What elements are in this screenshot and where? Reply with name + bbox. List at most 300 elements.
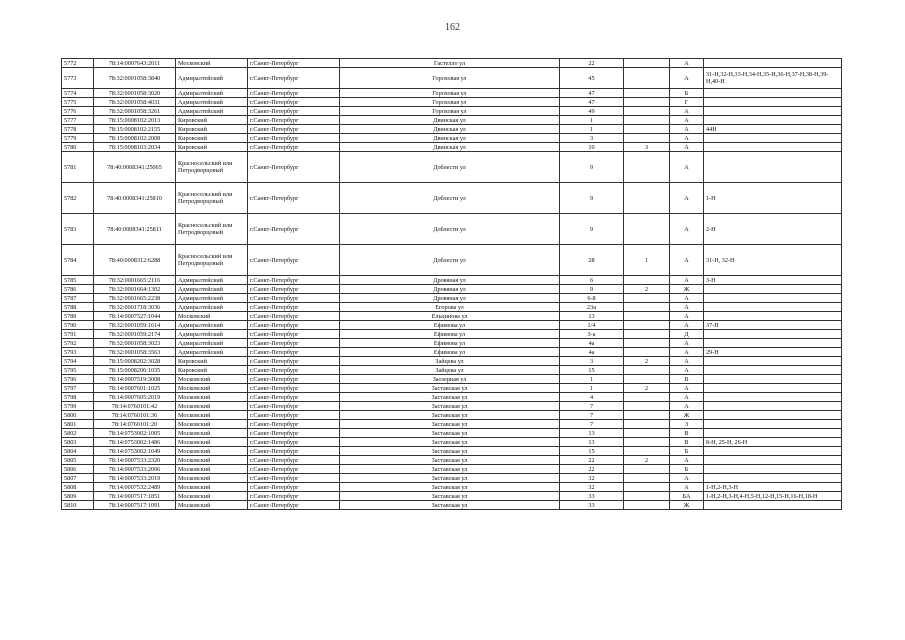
row-number: 5803	[62, 438, 94, 447]
premises-list: 1-Н	[704, 183, 842, 214]
cadastral-number: 78:32:0001058:4031	[94, 98, 176, 107]
district-name: Адмиралтейский	[176, 89, 248, 98]
street-name: Доблести ул	[340, 183, 560, 214]
street-name: Доблести ул	[340, 214, 560, 245]
street-name: Гороховая ул	[340, 98, 560, 107]
house-number: 1	[560, 375, 624, 384]
district-name: Адмиралтейский	[176, 294, 248, 303]
premises-list	[704, 375, 842, 384]
city-name: г.Санкт-Петербург	[248, 429, 340, 438]
street-name: Заставская ул	[340, 393, 560, 402]
house-number: 47	[560, 98, 624, 107]
street-name: Ефимова ул	[340, 339, 560, 348]
cadastral-number: 78:32:0001664:1302	[94, 285, 176, 294]
premises-list	[704, 474, 842, 483]
liter-letter: А	[670, 339, 704, 348]
city-name: г.Санкт-Петербург	[248, 245, 340, 276]
building-number	[624, 134, 670, 143]
premises-list	[704, 134, 842, 143]
house-number: 6-8	[560, 294, 624, 303]
row-number: 5809	[62, 492, 94, 501]
building-number	[624, 321, 670, 330]
street-name: Дровяная ул	[340, 276, 560, 285]
house-number: 32	[560, 483, 624, 492]
building-number	[624, 116, 670, 125]
city-name: г.Санкт-Петербург	[248, 116, 340, 125]
liter-letter: А	[670, 107, 704, 116]
city-name: г.Санкт-Петербург	[248, 438, 340, 447]
premises-list: 31-Н,32-Н,33-Н,34-Н,35-Н,36-Н,37-Н,38-Н,39-Н,40-Н	[704, 68, 842, 89]
row-number: 5791	[62, 330, 94, 339]
district-name: Московский	[176, 447, 248, 456]
house-number: 4а	[560, 339, 624, 348]
street-name: Заставская ул	[340, 447, 560, 456]
house-number: 1	[560, 384, 624, 393]
table-row	[62, 474, 842, 483]
building-number	[624, 483, 670, 492]
liter-letter: А	[670, 183, 704, 214]
street-name: Заставская ул	[340, 456, 560, 465]
premises-list	[704, 143, 842, 152]
table-row	[62, 420, 842, 429]
district-name: Адмиралтейский	[176, 321, 248, 330]
premises-list	[704, 59, 842, 68]
premises-list	[704, 285, 842, 294]
city-name: г.Санкт-Петербург	[248, 312, 340, 321]
cadastral-number: 78:15:0008102:2008	[94, 134, 176, 143]
district-name: Адмиралтейский	[176, 68, 248, 89]
liter-letter: А	[670, 384, 704, 393]
row-number: 5787	[62, 294, 94, 303]
table-row	[62, 429, 842, 438]
district-name: Московский	[176, 474, 248, 483]
row-number: 5805	[62, 456, 94, 465]
premises-list: 8-Н, 25-Н, 26-Н	[704, 438, 842, 447]
cadastral-number: 78:15:0008202:3028	[94, 357, 176, 366]
liter-letter: А	[670, 357, 704, 366]
premises-list	[704, 303, 842, 312]
cadastral-number: 78:32:0001665:2238	[94, 294, 176, 303]
cadastral-number: 78:32:0001058:3020	[94, 89, 176, 98]
street-name: Доблести ул	[340, 245, 560, 276]
district-name: Московский	[176, 483, 248, 492]
city-name: г.Санкт-Петербург	[248, 183, 340, 214]
district-name: Московский	[176, 384, 248, 393]
district-name: Адмиралтейский	[176, 348, 248, 357]
table-row	[62, 245, 842, 276]
house-number: 23а	[560, 303, 624, 312]
building-number	[624, 152, 670, 183]
house-number: 22	[560, 59, 624, 68]
street-name: Доблести ул	[340, 152, 560, 183]
district-name: Московский	[176, 393, 248, 402]
city-name: г.Санкт-Петербург	[248, 294, 340, 303]
house-number: 13	[560, 438, 624, 447]
district-name: Адмиралтейский	[176, 98, 248, 107]
building-number	[624, 312, 670, 321]
row-number: 5799	[62, 402, 94, 411]
liter-letter: А	[670, 68, 704, 89]
street-name: Гороховая ул	[340, 89, 560, 98]
liter-letter: А	[670, 245, 704, 276]
cadastral-number: 78:40:0008312:6288	[94, 245, 176, 276]
street-name: Заставская ул	[340, 402, 560, 411]
building-number	[624, 125, 670, 134]
building-number	[624, 303, 670, 312]
premises-list: 31-Н, 32-Н	[704, 245, 842, 276]
table-row	[62, 134, 842, 143]
table-row	[62, 116, 842, 125]
table-row	[62, 438, 842, 447]
premises-list	[704, 420, 842, 429]
district-name: Московский	[176, 456, 248, 465]
building-number	[624, 294, 670, 303]
liter-letter: А	[670, 483, 704, 492]
building-number: 1	[624, 245, 670, 276]
table-row	[62, 501, 842, 510]
street-name: Заставская ул	[340, 492, 560, 501]
house-number: 1	[560, 125, 624, 134]
row-number: 5792	[62, 339, 94, 348]
liter-letter: В	[670, 375, 704, 384]
city-name: г.Санкт-Петербург	[248, 59, 340, 68]
liter-letter: А	[670, 312, 704, 321]
cadastral-number: 78:15:0008102:2013	[94, 116, 176, 125]
page-number: 162	[445, 22, 460, 33]
street-name: Дровяная ул	[340, 294, 560, 303]
house-number: 49	[560, 107, 624, 116]
table-row	[62, 447, 842, 456]
house-number: 22	[560, 465, 624, 474]
building-number: 2	[624, 456, 670, 465]
street-name: Егорова ул	[340, 303, 560, 312]
house-number: 9	[560, 214, 624, 245]
building-number: 2	[624, 384, 670, 393]
row-number: 5807	[62, 474, 94, 483]
street-name: Заставская ул	[340, 384, 560, 393]
cadastral-number: 78:14:0753002:1486	[94, 438, 176, 447]
premises-list: 37-Н	[704, 321, 842, 330]
table-row	[62, 384, 842, 393]
cadastral-number: 78:14:0760101:20	[94, 420, 176, 429]
house-number: 7	[560, 402, 624, 411]
cadastral-number: 78:14:0007532:2489	[94, 483, 176, 492]
building-number	[624, 492, 670, 501]
premises-list	[704, 501, 842, 510]
row-number: 5794	[62, 357, 94, 366]
building-number	[624, 501, 670, 510]
cadastral-number: 78:32:0001059:1614	[94, 321, 176, 330]
liter-letter: А	[670, 348, 704, 357]
cadastral-number: 78:14:0007643:2011	[94, 59, 176, 68]
cadastral-number: 78:40:0008341:25065	[94, 152, 176, 183]
row-number: 5779	[62, 134, 94, 143]
row-number: 5800	[62, 411, 94, 420]
district-name: Красносельский или Петродворцовый	[176, 214, 248, 245]
street-name: Гороховая ул	[340, 68, 560, 89]
cadastral-number: 78:32:0001058:3261	[94, 107, 176, 116]
row-number: 5789	[62, 312, 94, 321]
city-name: г.Санкт-Петербург	[248, 330, 340, 339]
street-name: Зайцева ул	[340, 366, 560, 375]
table-row	[62, 465, 842, 474]
liter-letter: Ж	[670, 501, 704, 510]
cadastral-number: 78:15:0008102:2155	[94, 125, 176, 134]
city-name: г.Санкт-Петербург	[248, 303, 340, 312]
table-row	[62, 59, 842, 68]
liter-letter: БА	[670, 492, 704, 501]
district-name: Московский	[176, 411, 248, 420]
building-number	[624, 366, 670, 375]
house-number: 33	[560, 501, 624, 510]
row-number: 5776	[62, 107, 94, 116]
table-row	[62, 312, 842, 321]
building-number	[624, 276, 670, 285]
table-row	[62, 483, 842, 492]
street-name: Заставская ул	[340, 501, 560, 510]
city-name: г.Санкт-Петербург	[248, 357, 340, 366]
table-row	[62, 348, 842, 357]
premises-list	[704, 465, 842, 474]
district-name: Московский	[176, 501, 248, 510]
liter-letter: Б	[670, 89, 704, 98]
liter-letter: А	[670, 321, 704, 330]
premises-list	[704, 339, 842, 348]
city-name: г.Санкт-Петербург	[248, 456, 340, 465]
liter-letter: А	[670, 366, 704, 375]
city-name: г.Санкт-Петербург	[248, 483, 340, 492]
house-number: 15	[560, 366, 624, 375]
row-number: 5797	[62, 384, 94, 393]
city-name: г.Санкт-Петербург	[248, 321, 340, 330]
building-number	[624, 214, 670, 245]
city-name: г.Санкт-Петербург	[248, 501, 340, 510]
cadastral-number: 78:14:0007533:2006	[94, 465, 176, 474]
street-name: Дровяная ул	[340, 285, 560, 294]
liter-letter: Г	[670, 98, 704, 107]
district-name: Красносельский или Петродворцовый	[176, 152, 248, 183]
building-number	[624, 98, 670, 107]
street-name: Гороховая ул	[340, 107, 560, 116]
house-number: 9	[560, 285, 624, 294]
liter-letter: А	[670, 474, 704, 483]
city-name: г.Санкт-Петербург	[248, 411, 340, 420]
table-row	[62, 357, 842, 366]
city-name: г.Санкт-Петербург	[248, 89, 340, 98]
table-row	[62, 375, 842, 384]
house-number: 32	[560, 474, 624, 483]
premises-list	[704, 447, 842, 456]
district-name: Кировский	[176, 357, 248, 366]
district-name: Кировский	[176, 143, 248, 152]
building-number	[624, 348, 670, 357]
cadastral-number: 78:14:0007519:3008	[94, 375, 176, 384]
district-name: Кировский	[176, 125, 248, 134]
district-name: Московский	[176, 402, 248, 411]
city-name: г.Санкт-Петербург	[248, 366, 340, 375]
district-name: Адмиралтейский	[176, 107, 248, 116]
street-name: Гастелло ул	[340, 59, 560, 68]
building-number	[624, 474, 670, 483]
street-name: Двинская ул	[340, 116, 560, 125]
city-name: г.Санкт-Петербург	[248, 492, 340, 501]
liter-letter: А	[670, 456, 704, 465]
street-name: Заставская ул	[340, 420, 560, 429]
table-row	[62, 303, 842, 312]
house-number: 9	[560, 183, 624, 214]
building-number: 2	[624, 357, 670, 366]
liter-letter: А	[670, 214, 704, 245]
row-number: 5785	[62, 276, 94, 285]
liter-letter: А	[670, 152, 704, 183]
table-row	[62, 456, 842, 465]
premises-list	[704, 384, 842, 393]
cadastral-number: 78:14:0760101:42	[94, 402, 176, 411]
table-row	[62, 366, 842, 375]
street-name: Заозерная ул	[340, 375, 560, 384]
district-name: Московский	[176, 465, 248, 474]
city-name: г.Санкт-Петербург	[248, 420, 340, 429]
street-name: Ефимова ул	[340, 348, 560, 357]
registry-table	[61, 58, 842, 510]
premises-list	[704, 429, 842, 438]
premises-list: 29-Н	[704, 348, 842, 357]
city-name: г.Санкт-Петербург	[248, 214, 340, 245]
cadastral-number: 78:32:0001665:2116	[94, 276, 176, 285]
cadastral-number: 78:14:0007533:2019	[94, 474, 176, 483]
city-name: г.Санкт-Петербург	[248, 107, 340, 116]
house-number: 13	[560, 429, 624, 438]
street-name: Заставская ул	[340, 465, 560, 474]
city-name: г.Санкт-Петербург	[248, 447, 340, 456]
table-row	[62, 339, 842, 348]
house-number: 6	[560, 276, 624, 285]
house-number: 1/4	[560, 321, 624, 330]
row-number: 5808	[62, 483, 94, 492]
building-number	[624, 402, 670, 411]
street-name: Зайцева ул	[340, 357, 560, 366]
cadastral-number: 78:14:0760101:36	[94, 411, 176, 420]
cadastral-number: 78:32:0001058:3023	[94, 339, 176, 348]
district-name: Красносельский или Петродворцовый	[176, 183, 248, 214]
district-name: Московский	[176, 59, 248, 68]
building-number	[624, 375, 670, 384]
district-name: Адмиралтейский	[176, 339, 248, 348]
row-number: 5780	[62, 143, 94, 152]
house-number: 47	[560, 89, 624, 98]
city-name: г.Санкт-Петербург	[248, 339, 340, 348]
street-name: Заставская ул	[340, 438, 560, 447]
row-number: 5773	[62, 68, 94, 89]
house-number: 4	[560, 393, 624, 402]
liter-letter: В	[670, 438, 704, 447]
premises-list	[704, 393, 842, 402]
district-name: Адмиралтейский	[176, 330, 248, 339]
building-number	[624, 420, 670, 429]
table-row	[62, 411, 842, 420]
table-row	[62, 98, 842, 107]
row-number: 5783	[62, 214, 94, 245]
building-number	[624, 393, 670, 402]
city-name: г.Санкт-Петербург	[248, 402, 340, 411]
district-name: Адмиралтейский	[176, 285, 248, 294]
row-number: 5782	[62, 183, 94, 214]
premises-list: 1-Н,2-Н,3-Н	[704, 483, 842, 492]
table-row	[62, 107, 842, 116]
cadastral-number: 78:14:0007533:2320	[94, 456, 176, 465]
street-name: Двинская ул	[340, 134, 560, 143]
row-number: 5784	[62, 245, 94, 276]
street-name: Заставская ул	[340, 429, 560, 438]
table-row	[62, 402, 842, 411]
row-number: 5806	[62, 465, 94, 474]
premises-list	[704, 98, 842, 107]
liter-letter: А	[670, 143, 704, 152]
premises-list	[704, 89, 842, 98]
house-number: 15	[560, 447, 624, 456]
house-number: 10	[560, 143, 624, 152]
building-number	[624, 59, 670, 68]
building-number	[624, 465, 670, 474]
row-number: 5810	[62, 501, 94, 510]
city-name: г.Санкт-Петербург	[248, 285, 340, 294]
table-row	[62, 393, 842, 402]
house-number: 7	[560, 411, 624, 420]
table-row	[62, 152, 842, 183]
row-number: 5801	[62, 420, 94, 429]
row-number: 5796	[62, 375, 94, 384]
building-number	[624, 183, 670, 214]
premises-list	[704, 402, 842, 411]
row-number: 5788	[62, 303, 94, 312]
district-name: Адмиралтейский	[176, 303, 248, 312]
liter-letter: А	[670, 402, 704, 411]
building-number	[624, 411, 670, 420]
premises-list	[704, 357, 842, 366]
premises-list	[704, 366, 842, 375]
cadastral-number: 78:15:0008103:2034	[94, 143, 176, 152]
row-number: 5778	[62, 125, 94, 134]
street-name: Ельцинова ул	[340, 312, 560, 321]
premises-list	[704, 152, 842, 183]
city-name: г.Санкт-Петербург	[248, 152, 340, 183]
building-number	[624, 438, 670, 447]
premises-list	[704, 312, 842, 321]
house-number: 4а	[560, 348, 624, 357]
house-number: 3	[560, 134, 624, 143]
cadastral-number: 78:14:0007605:2019	[94, 393, 176, 402]
building-number	[624, 107, 670, 116]
premises-list	[704, 411, 842, 420]
street-name: Двинская ул	[340, 143, 560, 152]
building-number	[624, 339, 670, 348]
table-row	[62, 68, 842, 89]
liter-letter: А	[670, 276, 704, 285]
row-number: 5795	[62, 366, 94, 375]
row-number: 5793	[62, 348, 94, 357]
row-number: 5802	[62, 429, 94, 438]
row-number: 5781	[62, 152, 94, 183]
district-name: Кировский	[176, 366, 248, 375]
cadastral-number: 78:15:0008206:1035	[94, 366, 176, 375]
city-name: г.Санкт-Петербург	[248, 474, 340, 483]
district-name: Московский	[176, 438, 248, 447]
row-number: 5790	[62, 321, 94, 330]
street-name: Заставская ул	[340, 411, 560, 420]
registry-table-body	[62, 59, 842, 510]
liter-letter: А	[670, 59, 704, 68]
cadastral-number: 78:14:0007601:1025	[94, 384, 176, 393]
